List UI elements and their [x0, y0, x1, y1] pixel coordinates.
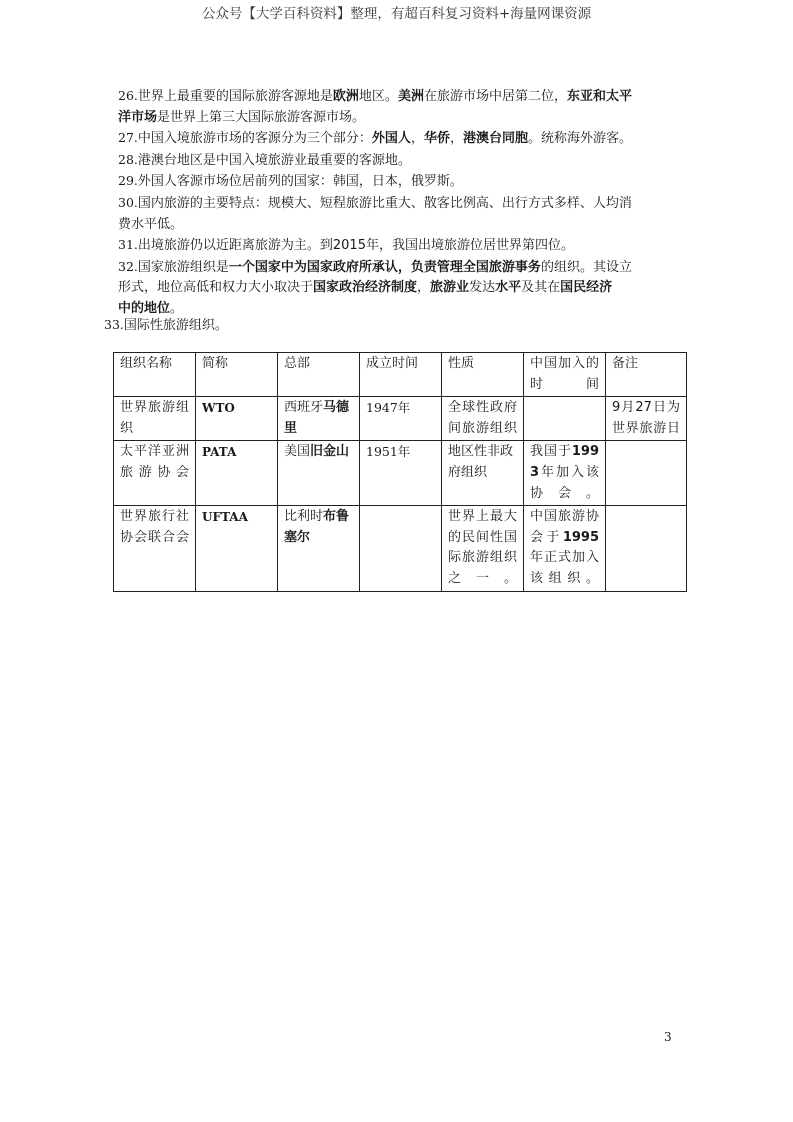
abbr-cell [196, 441, 278, 506]
list-item-32 [118, 257, 680, 320]
join-year: 1993 [530, 444, 599, 480]
bold-text: 洋市场 [118, 109, 158, 125]
founded-cell [360, 397, 442, 441]
table-header-row [114, 353, 687, 397]
nature-cell: 全球性政府间旅游组织 [442, 397, 524, 441]
hq-cell [278, 441, 360, 506]
bold-text: 中的地位 [118, 300, 171, 316]
organizations-table [113, 352, 687, 592]
hq-city: 布鲁塞尔 [284, 509, 350, 545]
item-number: 26. [118, 88, 138, 103]
item-text: 外国人客源市场位居前列的国家：韩国，日本，俄罗斯。 [137, 174, 463, 190]
join-text: 我国于 [530, 444, 572, 460]
item-number: 29. [118, 173, 138, 189]
org-name-cell: 世界旅游组织 [114, 397, 196, 441]
bold-text: 旅游业 [430, 280, 470, 296]
founded-cell [360, 441, 442, 506]
header-cell: 中国加入的时间 [524, 353, 606, 397]
hq-cell [278, 397, 360, 441]
item-text: 国内旅游的主要特点：规模大、短程旅游比重大、散客比例高、出行方式多样、人均消 [137, 195, 632, 211]
page-header: 公众号【大学百科资料】整理，有超百科复习资料+海量网课资源 [201, 6, 592, 22]
item-text: 及其在 [521, 280, 561, 296]
abbr-text: PATA [202, 445, 237, 460]
item-text: 的组织。其设立 [540, 259, 632, 275]
bold-text: 港澳台同胞 [462, 131, 528, 147]
org-name-cell: 太平洋亚洲旅游协会 [114, 441, 196, 506]
bold-text: 美洲 [397, 89, 424, 104]
header-cell: 简称 [196, 353, 278, 397]
founded-text: 1947年 [366, 400, 411, 416]
bold-text: 国家政府所承认，负责管理全国旅游事务 [306, 259, 541, 275]
item-text: 中国入境旅游市场的客源分为三个部分： [137, 131, 372, 147]
item-continuation [118, 110, 365, 125]
table-row [114, 506, 687, 591]
abbr-cell [196, 397, 278, 441]
item-number: 28. [118, 151, 138, 167]
header-cell: 组织名称 [114, 353, 196, 397]
table-row [114, 397, 687, 441]
join-text: 年正式加入该组织。 [530, 550, 599, 586]
join-year: 1995 [562, 529, 599, 545]
item-text: 港澳台地区是中国入境旅游业最重要的客源地。 [137, 152, 411, 168]
header-cell: 性质 [442, 353, 524, 397]
note-cell [606, 441, 687, 506]
bold-text: 华侨 [423, 131, 450, 147]
list-item-31 [118, 235, 680, 257]
item-continuation: 费水平低。 [118, 216, 184, 232]
abbr-text: UFTAA [202, 510, 248, 525]
item-text: 。 [170, 300, 184, 316]
item-number: 32. [118, 258, 138, 274]
bold-text: 欧洲 [332, 89, 359, 104]
item-text: 发达 [469, 280, 496, 296]
join-cell [524, 397, 606, 441]
item-text: 国际性旅游组织。 [123, 318, 228, 333]
item-number: 33. [104, 317, 124, 332]
item-text: 。统称海外游客。 [527, 131, 632, 147]
nature-cell: 世界上最大的民间性国际旅游组织之一。 [442, 506, 524, 591]
join-text: 中国旅游协会于 [530, 509, 599, 545]
table-row [114, 441, 687, 506]
item-text: ， [449, 131, 463, 147]
bold-text: 东亚和太平 [566, 89, 632, 104]
list-item-33 [104, 315, 228, 337]
numbered-list [118, 86, 680, 320]
hq-country: 西班牙 [284, 400, 324, 416]
list-item-28 [118, 150, 680, 172]
bold-text: 水平 [495, 280, 522, 296]
hq-country: 美国 [284, 444, 311, 460]
note-cell: 9月27日为世界旅游日 [606, 397, 687, 441]
note-cell [606, 506, 687, 591]
org-name-cell: 世界旅行社协会联合会 [114, 506, 196, 591]
header-cell: 总部 [278, 353, 360, 397]
join-cell [524, 441, 606, 506]
item-text: 出境旅游仍以近距离旅游为主。到2015年，我国出境旅游位居世界第四位。 [137, 238, 574, 254]
list-item-27 [118, 128, 680, 150]
item-text: ， [417, 280, 431, 296]
join-cell [524, 506, 606, 591]
item-text: 国家旅游组织是 [137, 259, 229, 275]
item-text: ， [410, 131, 424, 147]
item-number: 30. [118, 194, 138, 210]
bold-text: 国家政治经济制度 [313, 280, 418, 296]
list-item-30 [118, 193, 680, 235]
item-text: 是世界上第三大国际旅游客源市场。 [157, 109, 366, 125]
item-text: 形式，地位高低和权力大小取决于 [118, 280, 314, 296]
hq-country: 比利时 [284, 509, 324, 525]
founded-cell [360, 506, 442, 591]
abbr-cell [196, 506, 278, 591]
bold-text: 一个国家中为 [228, 259, 307, 275]
item-text: 世界上最重要的国际旅游客源地是 [137, 89, 333, 104]
hq-city: 旧金山 [310, 444, 350, 460]
list-item-26 [118, 86, 680, 128]
item-number: 27. [118, 130, 138, 146]
abbr-text: WTO [202, 401, 235, 416]
bold-text: 国民经济 [560, 280, 613, 296]
hq-city: 马德里 [284, 400, 350, 436]
item-text: 在旅游市场中居第二位， [423, 89, 567, 104]
item-number: 31. [118, 237, 138, 253]
header-cell: 备注 [606, 353, 687, 397]
hq-cell [278, 506, 360, 591]
item-text: 地区。 [358, 89, 398, 104]
nature-cell: 地区性非政府组织 [442, 441, 524, 506]
page-number: 3 [664, 1030, 672, 1044]
bold-text: 外国人 [371, 131, 411, 147]
join-text: 年加入该协会。 [530, 464, 599, 501]
header-cell: 成立时间 [360, 353, 442, 397]
founded-text: 1951年 [366, 444, 411, 460]
list-item-29 [118, 171, 680, 193]
